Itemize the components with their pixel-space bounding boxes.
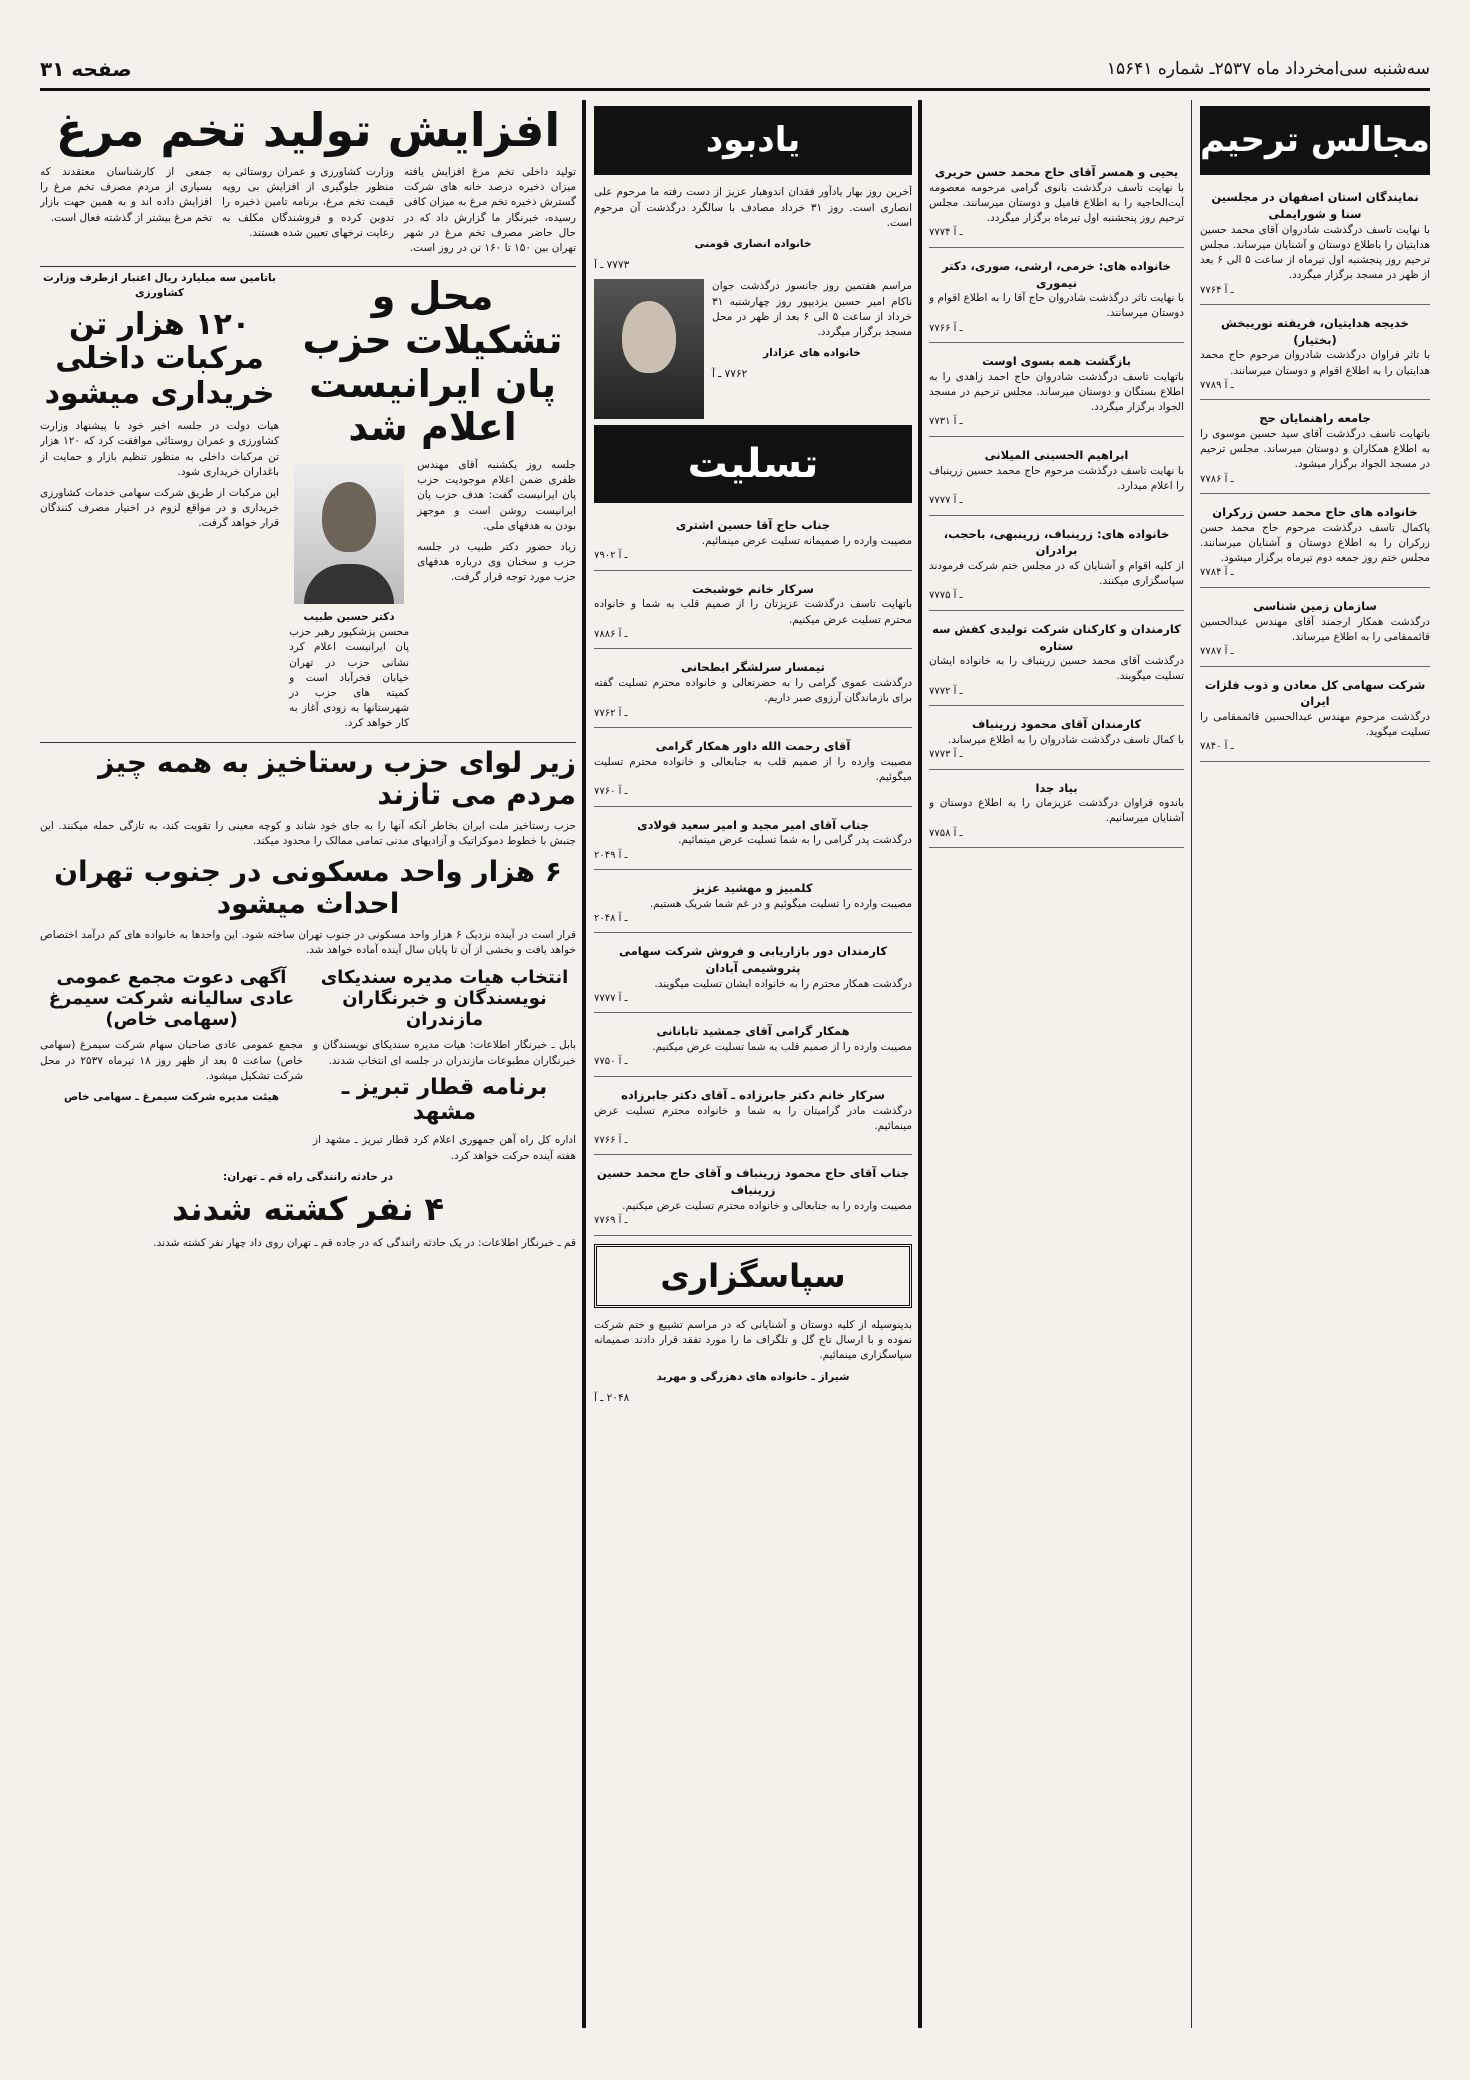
notice-body: باتهایت تاسف درگذشت آقای سید حسین موسوی را به اطلاع همکاران و دوستان میرساند. مجلس ترحیم در مسجد الجواد برگزار میشود. xyxy=(1200,427,1430,471)
notice-body: باتهایت تاسف درگذشت عزیزتان را از صمیم قلب به شما و خانواده محترم تسلیت عرض میکنیم. xyxy=(594,598,912,626)
section-divider xyxy=(582,100,586,2028)
notice-title: خانواده های: زرینباف، زرینبهی، باحجب، برادران xyxy=(943,526,1170,558)
headline-housing: ۶ هزار واحد مسکونی در جنوب تهران احداث میشود xyxy=(54,854,562,920)
column-news xyxy=(40,100,576,2030)
column-middle xyxy=(594,100,912,2030)
notice-body: با نهایت تاسف درگذشت مرحوم حاج محمد حسین زرینباف را اعلام میدارد. xyxy=(929,464,1184,492)
tarhim-list-a xyxy=(1200,185,1430,762)
notice-body: با نهایت تاسف درگذشت شادروان آقای محمد حسین هدایتیان را باطلاع دوستان و آشنایان میرساند. مجلس ترحیم روز پنجشنبه اول تیرماه از ساعت ۵ الی ۶ بعد از ظهر در مسجد برگزار میگردد. xyxy=(1200,223,1430,282)
notice-title: کارمندان آقای محمود زرینباف xyxy=(971,717,1142,732)
notice-body: با نهایت تاثر درگذشت شادروان حاج آقا را به اطلاع اقوام و دوستان میرسانند. xyxy=(929,292,1184,320)
notice-ref: ۷۷۶۲ ـ آ xyxy=(594,707,628,719)
photo-caption: دکتر حسین طبیب xyxy=(303,610,395,623)
headline-rastakhiz: زیر لوای حزب رستاخیز به همه چیز مردم می تازند xyxy=(98,745,576,811)
notice-item xyxy=(1200,673,1430,762)
rastakhiz-text: حزب رستاخیز ملت ایران بخاطر آنکه آنها را به جای خود شاند و کوچه معینی را تقویت کند، به تازگی حمله میکنند. این جنبش با خطوط دموکراتیک و آزادیهای مدنی تمامی ممالک را محدود میکند. xyxy=(40,820,576,848)
headline-accident: ۴ نفر کشته شدند xyxy=(172,1190,444,1229)
egg-text-3: جمعی از کارشناسان معتقدند که بسیاری از مردم مصرف تخم مرغ را افزایش داده اند و به همین جهت بازار تخم مرغ بیشتر از گذشته فعال است. xyxy=(40,165,212,224)
notice-item xyxy=(594,655,912,728)
notice-body: با تاثر فراوان درگذشت شادروان مرحوم حاج محمد هدایتیان را به اطلاع اقوام و دوستان میرسانند. xyxy=(1200,349,1430,377)
headline-train: برنامه قطار تبریز ـ مشهد xyxy=(341,1074,548,1126)
notice-ref: ۷۸۸۶ ـ آ xyxy=(594,628,628,640)
notice-item xyxy=(594,813,912,870)
notice-body: درگذشت عموی گرامی را به حضرتعالی و خانواده محترم تسلیت گفته برای بازماندگان آرزوی صبر داریم. xyxy=(594,677,912,705)
party-text-3: زیاد حضور دکتر طبیب در جلسه حزب و سخنان وی درباره هدفهای حزب مورد توجه قرار گرفت. xyxy=(417,541,576,584)
section-title-majales: مجالس ترحیم xyxy=(1200,106,1430,175)
notice-item xyxy=(1200,406,1430,494)
headline-citrus: ۱۲۰ هزار تن مرکبات داخلی خریداری میشود xyxy=(44,306,275,411)
egg-text-2: وزارت کشاورزی و عمران روستائی به منظور جلوگیری از افزایش بی رویه قیمت تخم مرغ، برنامه تامین ذخیره را تدوین کرده و فروشندگان مکلف به رعایت نرخهای تعیین شده هستند. xyxy=(222,165,394,239)
notice-ref: ۷۷۸۴ ـ آ xyxy=(1200,567,1234,579)
party-text-1: جلسه روز یکشنبه آقای مهندس ظفری ضمن اعلام موجودیت حزب پان ایرانیست گفت: هدف حزب پان ایرانیست روشن است و موجهز بودن به هدفهای ملی. xyxy=(417,458,576,532)
headline-eggs: افزایش تولید تخم مرغ xyxy=(55,103,561,157)
notice-title: تیمسار سرلشگر ابطحانی xyxy=(681,660,825,675)
notice-body: درگذشت مرحوم مهندس عبدالحسین قائممقامی را تسلیت میگوید. xyxy=(1200,710,1430,739)
notice-title: خانواده های: خرمی، ارشی، صوری، دکتر نیموری xyxy=(942,258,1171,290)
notice-title: سازمان زمین شناسی xyxy=(1253,598,1377,613)
notice-item xyxy=(929,776,1184,849)
yadbud-text: آخرین روز بهار یادآور فقدان اندوهبار عزیز از دست رفته ما مرحوم علی انصاری است. روز ۳۱ خرداد مصادف با سالگرد درگذشت آن مرحوم است. xyxy=(594,186,912,229)
notice-ref: ۷۷۷۷ ـ آ xyxy=(594,992,628,1004)
memorial-ref: ۷۷۶۲ ـ آ xyxy=(712,368,748,381)
accident-text: قم ـ خبرنگار اطلاعات: در یک حادثه رانندگی که در جاده قم ـ تهران روی داد چهار نفر کشته شدند. xyxy=(153,1236,576,1249)
meeting-sign: هیئت مدیره شرکت سیمرغ ـ سهامی خاص xyxy=(63,1091,280,1104)
notice-ref: ۲۰۴۹ ـ آ xyxy=(594,849,628,861)
notice-ref: ۷۷۸۶ ـ آ xyxy=(1200,473,1234,485)
housing-text: قرار است در آینده نزدیک ۶ هزار واحد مسکونی در جنوب تهران ساخته شود. این واحدها به خانواده های کم درآمد اختصاص خواهد یافت و بخشی از آن تا پایان سال آینده آماده خواهد شد. xyxy=(40,928,576,957)
notice-ref: ۷۷۶۴ ـ آ xyxy=(1200,284,1234,296)
section-title-taslit: تسلیت xyxy=(594,425,912,503)
memorial-sign: خانواده های عزادار xyxy=(763,347,861,360)
notice-body: درگذشت پدر گرامی را به شما تسلیت عرض مینمائیم. xyxy=(678,834,912,847)
portrait-photo-young-man xyxy=(594,279,704,419)
notice-title: جناب حاج آقا حسین اشتری xyxy=(675,518,831,533)
party-text-2: محسن پزشکپور رهبر حزب پان ایرانیست اعلام کرد نشانی حزب در تهران خیابان فخر‌آباد است و کمیته های حزب در شهرستانها به زودی آغاز به کار خواهد کرد. xyxy=(289,626,410,730)
gov-headline-pre: باتامین سه میلیارد ریال اعتبار ازطرف وزارت کشاورزی xyxy=(43,272,276,300)
notice-body: مصیبت وارده را تسلیت میگوئیم و در غم شما شریک هستیم. xyxy=(649,897,912,910)
notice-title: کارمندان و کارکنان شرکت تولیدی کفش سه ستاره xyxy=(932,621,1181,653)
notice-ref: ۷۹۰۲ ـ آ xyxy=(594,550,628,562)
notice-item xyxy=(1200,500,1430,588)
notice-ref: ۷۷۳۱ ـ آ xyxy=(929,416,963,428)
notice-ref: ۷۷۸۹ ـ آ xyxy=(1200,379,1234,391)
page-header xyxy=(40,50,1430,91)
headline-party: محل و تشکیلات حزب پان ایرانیست اعلام شد xyxy=(302,274,563,450)
notice-ref: ۷۷۶۹ ـ آ xyxy=(594,1215,628,1227)
notice-body: مصیبت وارده را از صمیم قلب به شما تسلیت عرض میکنیم. xyxy=(652,1041,912,1054)
notice-body: با کمال تاسف درگذشت شادروان را به اطلاع میرساند. xyxy=(947,733,1184,746)
notice-ref: ۷۷۵۰ ـ آ xyxy=(594,1056,628,1068)
notice-item xyxy=(929,522,1184,611)
train-text: اداره کل راه آهن جمهوری اعلام کرد قطار تبریز ـ مشهد از هفته آینده حرکت خواهد کرد. xyxy=(313,1134,576,1162)
notice-item xyxy=(594,513,912,570)
gov-text-1: هیات دولت در جلسه اخیر خود با پیشنهاد وزارت کشاورزی و عمران روستائی موافقت کرد که ۱۲۰ هزار تن مرکبات داخلی به منظور تنظیم بازار و حمایت از باغداران خریداری شود. xyxy=(40,420,280,478)
condolence-list xyxy=(594,513,912,1235)
section-divider xyxy=(918,100,922,2028)
notice-body: درگذشت همکار ارجمند آقای مهندس عبدالحسین قائممقامی را به اطلاع میرساند. xyxy=(1200,615,1430,643)
notice-ref: ۷۷۶۶ ـ آ xyxy=(594,1134,628,1146)
memorial-text: مراسم هفتمین روز جانسوز درگذشت جوان ناکام امیر حسین یزدیپور روز چهارشنبه ۳۱ خرداد از ساعت ۵ الی ۶ بعد از ظهر در محل مسجد برگزار میگردد. xyxy=(712,280,912,339)
notice-body: درگذشت مادر گرامیتان را به شما و خانواده محترم تسلیت عرض مینمائیم. xyxy=(594,1104,912,1132)
notice-item xyxy=(929,443,1184,516)
notice-item xyxy=(1200,311,1430,400)
notice-title: بازگشت همه بسوی اوست xyxy=(982,354,1131,369)
notice-title: کلمبیز و مهشید عزیز xyxy=(693,881,813,895)
notice-item xyxy=(594,1083,912,1156)
section-title-sepas: سپاسگزاری xyxy=(594,1244,912,1308)
notice-item xyxy=(594,1161,912,1235)
notice-ref: ۷۷۸۷ ـ آ xyxy=(1200,646,1234,658)
notice-item xyxy=(594,939,912,1013)
notice-title: همکار گرامی آقای جمشید تابانانی xyxy=(656,1024,850,1039)
notice-body: مصیبت وارده را از صمیم قلب به جنابعالی و خانواده محترم تسلیت میگوئیم. xyxy=(594,755,912,783)
column-tarhim-b xyxy=(929,160,1184,2080)
notice-item xyxy=(594,876,912,933)
notice-item xyxy=(594,577,912,650)
sepas-ref: ۲۰۴۸ ـ آ xyxy=(594,1391,630,1404)
notice-ref: ۷۷۵۸ ـ آ xyxy=(929,827,963,839)
notice-ref: ۷۷۷۷ ـ آ xyxy=(929,495,963,507)
notice-ref: ۷۸۴۰ ـ آ xyxy=(1200,741,1234,753)
notice-title: خانواده های حاج محمد حسن زرکران xyxy=(1212,505,1418,520)
tarhim-list-b xyxy=(929,160,1184,848)
headline-meeting: آگهی دعوت مجمع عمومی عادی سالیانه شرکت سیمرغ (سهامی خاص) xyxy=(48,967,295,1030)
notice-body: با نهایت تاسف درگذشت بانوی گرامی مرحومه معصومه آیت‌الحاجیه را به اطلاع فامیل و دوستان میرسانند. مجلس ترحیم روز پنجشنبه اول تیرماه برگزار میگردد. xyxy=(929,181,1184,225)
meeting-text: مجمع عمومی عادی صاحبان سهام شرکت سیمرغ (سهامی خاص) ساعت ۵ بعد از ظهر روز ۱۸ تیرماه ۲۵۳۷ در محل شرکت تشکیل میشود. xyxy=(40,1039,304,1082)
notice-title: جامعه راهنمایان حج xyxy=(1259,411,1371,426)
notice-body: درگذشت همکار محترم را به خانواده ایشان تسلیت میگویند. xyxy=(654,977,912,990)
gov-text-2: این مرکبات از طریق شرکت سهامی خدمات کشاورزی خریداری و در مواقع لزوم در اختیار مصرف کنندگان قرار خواهد گرفت. xyxy=(40,487,280,530)
notice-title: یحیی و همسر آقای حاج محمد حسن حریری xyxy=(934,165,1179,179)
notice-body: باتهایت تاسف درگذشت شادروان حاج احمد زاهدی را به اطلاع بستگان و دوستان میرساند. مجلس ترحیم در مسجد الجواد برگزار میگردد. xyxy=(929,370,1184,414)
notice-body: مصیبت وارده را به جنابعالی و خانواده محترم تسلیت عرض میکنیم. xyxy=(622,1199,912,1212)
notice-item xyxy=(929,712,1184,769)
notice-title: جناب آقای حاج محمود زرینباف و آقای حاج محمد حسین زرینباف xyxy=(596,1166,910,1198)
notice-body: درگذشت آقای محمد حسین زرینباف را به خانواده ایشان تسلیت میگویند. xyxy=(929,655,1184,683)
accident-pre: در حادثه رانندگی راه قم ـ تهران: xyxy=(223,1170,393,1183)
notice-item xyxy=(929,349,1184,437)
notice-title: شرکت سهامی کل معادن و ذوب فلزات ایران xyxy=(1204,677,1426,709)
sepas-text: بدینوسیله از کلیه دوستان و آشنایانی که در مراسم تشییع و ختم شرکت نموده و با ارسال تاج گل و تلگراف ما را مورد تفقد قرار دادند صمیمانه سپاسگزاری مینمائیم. xyxy=(594,1318,912,1362)
notice-item xyxy=(1200,185,1430,305)
notice-item xyxy=(929,617,1184,706)
notice-item xyxy=(594,1019,912,1076)
union-text: بابل ـ خبرنگار اطلاعات: هیات مدیره سندیکای نویسندگان و خبرنگاران مطبوعات مازندران در جلسه ای انتخاب شدند. xyxy=(313,1039,576,1067)
yadbud-ref: ۷۷۷۳ ـ آ xyxy=(594,259,630,272)
notice-body: پاکمال تاسف درگذشت مرحوم حاج محمد حسن زرکران را به اطلاع دوستان و آشنایان میرسانند. مجلس ختم روز جمعه دوم تیرماه برگزار میشود. xyxy=(1200,521,1430,565)
notice-title: خدیجه هدایتیان، فریفته نوریبخش (بختیار) xyxy=(1221,316,1409,347)
notice-title: کارمندان دور بازاریابی و فروش شرکت سهامی پتروشیمی آبادان xyxy=(618,944,888,976)
notice-title: آقای رحمت الله داور همکار گرامی xyxy=(655,739,851,753)
notice-ref: ۲۰۴۸ ـ آ xyxy=(594,912,628,924)
notice-item xyxy=(929,160,1184,248)
notice-body: باندوه فراوان درگذشت عزیزمان را به اطلاع دوستان و آشنایان میرسانیم. xyxy=(929,797,1184,825)
notice-ref: ۷۷۷۴ ـ آ xyxy=(929,227,963,239)
page-number: صفحه ۳۱ xyxy=(40,57,132,81)
headline-union: انتخاب هیات مدیره سندیکای نویسندگان و خبرنگاران مازندران xyxy=(320,967,569,1030)
notice-item xyxy=(1200,594,1430,667)
notice-body: مصیبت وارده را صمیمانه تسلیت عرض مینمائیم. xyxy=(701,535,912,548)
section-title-yadbud: یادبود xyxy=(594,106,912,175)
notice-title: سرکار خانم خوشبخت xyxy=(691,581,814,596)
sepas-sign: شیراز ـ خانواده های دهزرگی و مهربد xyxy=(656,1370,850,1383)
column-tarhim-a xyxy=(1200,100,1430,2020)
notice-ref: ۷۷۷۵ ـ آ xyxy=(929,590,963,602)
notice-title: بیاد جدا xyxy=(1035,780,1078,795)
notice-title: نمایندگان استان اصفهان در مجلسین سنا و شورایملی xyxy=(1211,190,1419,221)
issue-date: سه‌شنبه سی‌امخرداد ماه ۲۵۳۷ـ شماره ۱۵۶۴۱ xyxy=(1106,59,1430,79)
column-divider xyxy=(1191,100,1192,2028)
notice-ref: ۷۷۶۰ ـ آ xyxy=(594,786,628,798)
notice-title: سرکار خانم دکتر جابرزاده ـ آقای دکتر جابرزاده xyxy=(621,1087,885,1102)
portrait-photo-dr-tabib xyxy=(294,464,404,604)
notice-ref: ۷۷۶۶ ـ آ xyxy=(929,322,963,334)
notice-item xyxy=(929,254,1184,343)
notice-title: جناب آقای امیر مجید و امیر سعید فولادی xyxy=(637,817,869,832)
notice-item xyxy=(594,734,912,807)
yadbud-sign: خانواده انصاری قومنی xyxy=(694,237,812,250)
notice-ref: ۷۷۷۳ ـ آ xyxy=(929,749,963,760)
notice-body: از کلیه اقوام و آشنایان که در مجلس ختم شرکت فرمودند سپاسگزاری میکنند. xyxy=(929,559,1184,588)
notice-title: ابراهیم الحسینی المیلانی xyxy=(984,447,1129,462)
egg-text-1: تولید داخلی تخم مرغ افزایش یافته میزان ذخیره درصد خانه های شرکت گسترش ذخیره تخم مرغ به میزان کافی رسیده، خبرنگار ما گزارش داد که در حال حاضر مصرف تخم مرغ در شهر تهران بین ۱۵۰ تا ۱۶۰ تن در روز است. xyxy=(404,165,576,254)
notice-ref: ۷۷۷۲ ـ آ xyxy=(929,685,963,697)
